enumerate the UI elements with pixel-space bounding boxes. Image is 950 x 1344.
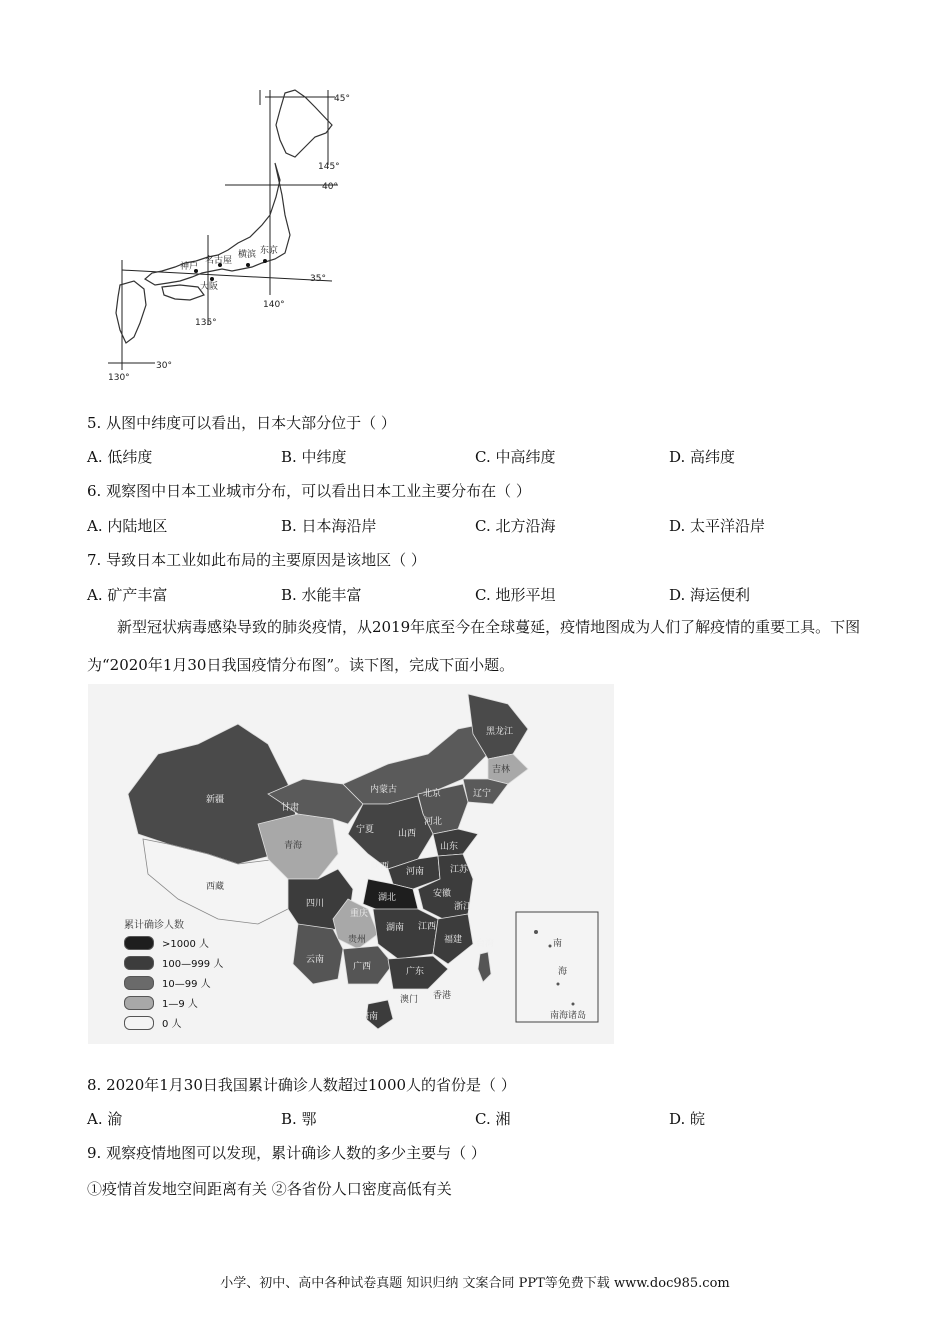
prov-hubei: 湖北: [378, 893, 397, 903]
prov-jiangxi: 江西: [418, 922, 437, 932]
prov-liaoning: 辽宁: [473, 789, 492, 799]
q6-option-b: B. 日本海沿岸: [281, 517, 377, 535]
prov-guangxi: 广西: [353, 962, 372, 972]
q8-option-b: B. 鄂: [281, 1110, 317, 1128]
city-osaka: 大阪: [200, 282, 219, 292]
q5-option-b: B. 中纬度: [281, 448, 347, 466]
prov-guangdong: 广东: [406, 967, 425, 977]
inset-caption: 南海诸岛: [550, 1011, 587, 1021]
legend-swatch-4: [124, 996, 154, 1010]
prov-beijing: 北京: [423, 789, 442, 799]
q7-option-d: D. 海运便利: [669, 586, 751, 604]
coord-45: 45°: [334, 94, 350, 104]
question-5-stem: 5. 从图中纬度可以看出，日本大部分位于（ ）: [87, 414, 396, 432]
prov-shandong: 山东: [440, 842, 459, 852]
question-8-stem: 8. 2020年1月30日我国累计确诊人数超过1000人的省份是（ ）: [87, 1076, 516, 1094]
map-legend: [124, 916, 244, 1030]
prov-taiwan: 台湾: [476, 939, 495, 949]
prov-anhui: 安徽: [433, 889, 452, 899]
q6-option-d: D. 太平洋沿岸: [669, 517, 766, 535]
city-tokyo: 东京: [260, 246, 279, 256]
prov-hainan: 海南: [360, 1012, 379, 1022]
prov-shanxi: 山西: [398, 829, 417, 839]
legend-swatch-2: [124, 956, 154, 970]
coord-35: 35°: [310, 274, 326, 284]
prov-hunan: 湖南: [386, 923, 405, 933]
question-7-stem: 7. 导致日本工业如此布局的主要原因是该地区（ ）: [87, 551, 426, 569]
prov-shaanxi: 陕西: [371, 862, 390, 872]
q8-option-c: C. 湘: [475, 1110, 511, 1128]
prov-aomen: 澳门: [400, 995, 419, 1005]
legend-title: 累计确诊人数: [124, 920, 184, 931]
legend-label-4: 1—9 人: [162, 999, 198, 1010]
prov-qinghai: 青海: [284, 841, 303, 851]
q5-option-c: C. 中高纬度: [475, 448, 556, 466]
q7-option-b: B. 水能丰富: [281, 586, 362, 604]
prov-xianggang: 香港: [433, 991, 452, 1001]
legend-swatch-1: [124, 936, 154, 950]
coord-145: 145°: [318, 162, 340, 172]
legend-label-2: 100—999 人: [162, 959, 224, 970]
prov-chongqing: 重庆: [350, 909, 369, 919]
q7-option-a: A. 矿产丰富: [87, 586, 168, 604]
prov-heilongjiang: 黑龙江: [486, 727, 514, 737]
coord-40: 40°: [322, 182, 338, 192]
coord-135: 135°: [195, 318, 217, 328]
prov-jilin: 吉林: [492, 765, 511, 775]
prov-xinjiang: 新疆: [206, 795, 225, 805]
legend-swatch-5: [124, 1016, 154, 1030]
page-footer: 小学、初中、高中各种试卷真题 知识归纳 文案合同 PPT等免费下载 www.doc985.com: [220, 1276, 730, 1291]
q8-option-d: D. 皖: [669, 1110, 706, 1128]
legend-label-5: 0 人: [162, 1019, 182, 1030]
q6-option-c: C. 北方沿海: [475, 517, 556, 535]
intro-paragraph: 新型冠状病毒感染导致的肺炎疫情，从2019年底至今在全球蔓延，疫情地图成为人们了解疫情的重要工具。下图为“2020年1月30日我国疫情分布图”。读下图，完成下面小题。: [87, 618, 861, 674]
q8-option-a: A. 渝: [87, 1110, 123, 1128]
city-yokohama: 横滨: [238, 250, 257, 260]
prov-fujian: 福建: [444, 935, 463, 945]
coord-140: 140°: [263, 300, 285, 310]
city-nagoya: 名古屋: [205, 256, 233, 266]
inset-label-hai: 海: [558, 967, 568, 977]
question-9-statements: ①疫情首发地空间距离有关 ②各省份人口密度高低有关: [87, 1180, 452, 1198]
prov-zhejiang: 浙江: [454, 902, 473, 912]
city-kobe: 神户: [180, 262, 199, 272]
prov-sichuan: 四川: [306, 899, 325, 909]
question-6-stem: 6. 观察图中日本工业城市分布，可以看出日本工业主要分布在（ ）: [87, 482, 531, 500]
legend-label-3: 10—99 人: [162, 979, 211, 990]
prov-jiangsu: 江苏: [450, 865, 469, 875]
q5-option-d: D. 高纬度: [669, 448, 736, 466]
prov-yunnan: 云南: [306, 955, 325, 965]
legend-swatch-3: [124, 976, 154, 990]
q6-option-a: A. 内陆地区: [87, 517, 168, 535]
prov-guizhou: 贵州: [348, 935, 367, 945]
question-9-stem: 9. 观察疫情地图可以发现，累计确诊人数的多少主要与（ ）: [87, 1144, 486, 1162]
inset-label-nan: 南: [553, 939, 563, 949]
prov-ningxia: 宁夏: [356, 825, 375, 835]
prov-neimenggu: 内蒙古: [370, 785, 398, 795]
legend-label-1: >1000 人: [162, 939, 210, 950]
china-epidemic-map: [88, 684, 614, 1044]
prov-xizang: 西藏: [206, 882, 225, 892]
q7-option-c: C. 地形平坦: [475, 586, 556, 604]
prov-hebei: 河北: [424, 817, 443, 827]
prov-gansu: 甘肃: [281, 803, 300, 813]
q5-option-a: A. 低纬度: [87, 448, 153, 466]
coord-130: 130°: [108, 373, 130, 383]
japan-map: [100, 85, 370, 385]
prov-henan: 河南: [406, 867, 425, 877]
coord-30: 30°: [156, 361, 172, 371]
